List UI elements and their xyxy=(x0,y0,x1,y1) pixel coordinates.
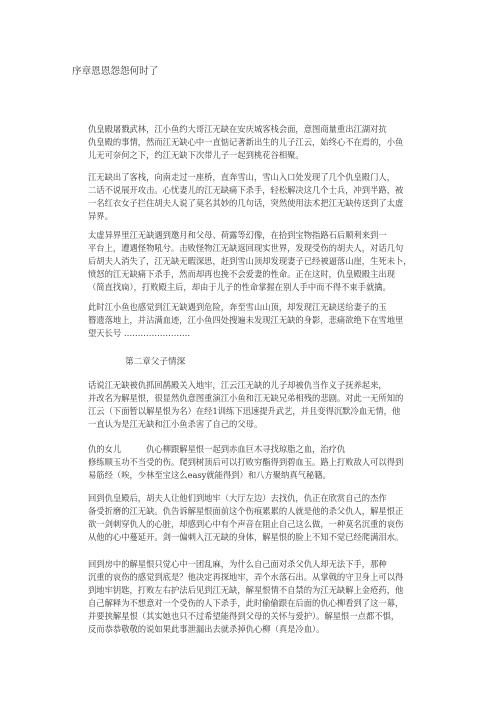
text-line: 簪遗落地上，并沾满血迹，江小鱼四处搜遍未发现江无缺的身影，悲痛欲绝下在雪地里 xyxy=(88,315,404,325)
text-line: 备受折磨的江无缺。仇告诉解星恨面前这个伤痕累累的人就是他的杀父仇人，解星恨正 xyxy=(88,506,404,516)
paragraph-7 xyxy=(88,492,448,544)
text-line: 一直认为是江无缺和江小鱼杀害了自己的父母。 xyxy=(88,419,263,429)
text-line: 江云（下面暂以解星恨为名）在经1训练下迅速提升武艺，并且变得沉默冷血无情，他 xyxy=(88,406,401,416)
text-line: （简直找扁），打败殿主后，却由于儿子的性命掌握在别人手中而不得不束手就擒。 xyxy=(88,282,391,292)
text-line: 异界。 xyxy=(88,211,113,221)
text-line: 易筋经（唉，少林至宝这么easy就能得到）和八方聚纳真气秘籍。 xyxy=(88,470,331,480)
paragraph-8 xyxy=(88,558,448,636)
text-line: 此时江小鱼也感觉到江无缺遇到危险，奔至雪山山顶，却发现江无缺送给妻子的玉 xyxy=(88,302,387,312)
paragraph-4 xyxy=(88,301,448,340)
text-line: 愤怒的江无缺痛下杀手，然而却再也挽不会爱妻的性命。正在这时，仇皇殿殿主出现 xyxy=(88,269,395,279)
text-line: 沉重的哀伤的感觉到底是？他决定再探地牢，弄个水落石出。从掌戟的守卫身上可以得 xyxy=(88,572,404,582)
text-line: 到地牢钥匙，打败左右护法后见到江无缺，解星恨情不自禁的为江无缺解上金疮药，他 xyxy=(88,585,404,595)
text-line: 仇的女儿 仇心柳跟解星恨一起到赤血巨木寻找琼脂之血，治疗仇 xyxy=(88,444,346,454)
paragraph-1 xyxy=(88,123,448,162)
paragraph-3 xyxy=(88,229,448,294)
paragraph-5 xyxy=(88,379,448,431)
text-line: 并要挟解星恨（其实她也只不过希望能得到父母的关怀与爱护）。解星恨一点都不惧， xyxy=(88,611,400,621)
text-line: 一名红衣女子拦住胡夫人说了莫名其妙的几句话，突然使用法术把江无缺传送到了太虚 xyxy=(88,198,404,208)
text-line: 仇皇殿屠戮武林，江小鱼约大哥江无缺在安庆城客栈会面，意图商量重出江湖对抗 xyxy=(88,124,387,134)
paragraph-6 xyxy=(88,443,448,482)
paragraph-2 xyxy=(88,171,448,223)
text-line: 欲一剑刺穿仇人的心脏，却感到心中有个声音在阻止自己这么做，一种莫名沉重的哀伤 xyxy=(88,519,404,529)
text-line: 从他的心中蔓延开。剑一偏刺入江无缺的身体，解星恨的脸上不知不觉已经爬满泪水。 xyxy=(88,532,404,542)
text-line: 后胡夫人消失了，江无缺无暇深思，赶到雪山顶却发现妻子已经被逼落山崖，生死未卜， xyxy=(88,256,412,266)
text-line: 反而恭恭敬敬的说如果此事泄漏出去就杀掉仇心柳（真是冷血）。 xyxy=(88,624,325,634)
text-line: 话说江无缺被仇抓回鹊殿关入地牢，江云江无缺的儿子却被仇当作义子抚养起来， xyxy=(88,380,387,390)
text-line: 自己解释为不想意对一个受伤的人下杀手，此时偷偷跟在后面的仇心柳看到了这一幕， xyxy=(88,598,404,608)
text-line: 仇皇殿的事情，然而江无缺心中一直惦记著新出生的儿子江云，始终心不在焉的，小鱼 xyxy=(88,137,404,147)
text-line: 平台上，遭遇怪物吼兮。击败怪物江无缺返回现实世界，发现受伤的胡夫人，对话几句 xyxy=(88,243,404,253)
text-line: 回到房中的解星恨只觉心中一团乱麻，为什么自己面对杀父仇人却无法下手，那种 xyxy=(88,559,387,569)
text-line: 望天长号 …………………… xyxy=(88,328,191,338)
chapter-heading: 第二章父子情深 xyxy=(125,357,186,367)
text-line: 并改名为解星恨，很显然仇意图重演江小鱼和江无缺兄弟相残的悲剧。对此一无所知的 xyxy=(88,393,404,403)
text-line: 太虚异界里江无缺遇到邀月和父母、荷露等幻像，在拾到宝物指路石后顺利来到一 xyxy=(88,230,387,240)
text-line: 修练顺玉功不当受的伤。爬到树顶后可以打败穷酯得到碧血玉。路上打败敌人可以得到 xyxy=(88,457,404,467)
document-title: 序章恩恩怨怨何时了 xyxy=(72,66,159,77)
text-line: 儿无可奈何之下，约江无缺下次带儿子一起到桃花谷相聚。 xyxy=(88,150,304,160)
text-line: 二话不说展开攻击。心忧妻儿的江无缺痛下杀手，轻松解决这几个士兵，冲到半路，被 xyxy=(88,185,404,195)
text-line: 江无缺出了客栈，向南走过一座桥，直奔雪山，雪山入口处发现了几个仇皇殿门人， xyxy=(88,172,395,182)
text-line: 回到仇皇殿后，胡夫人让他们到地牢（大厅左边）去找仇，仇正在欣赏自己的杰作 xyxy=(88,493,387,503)
